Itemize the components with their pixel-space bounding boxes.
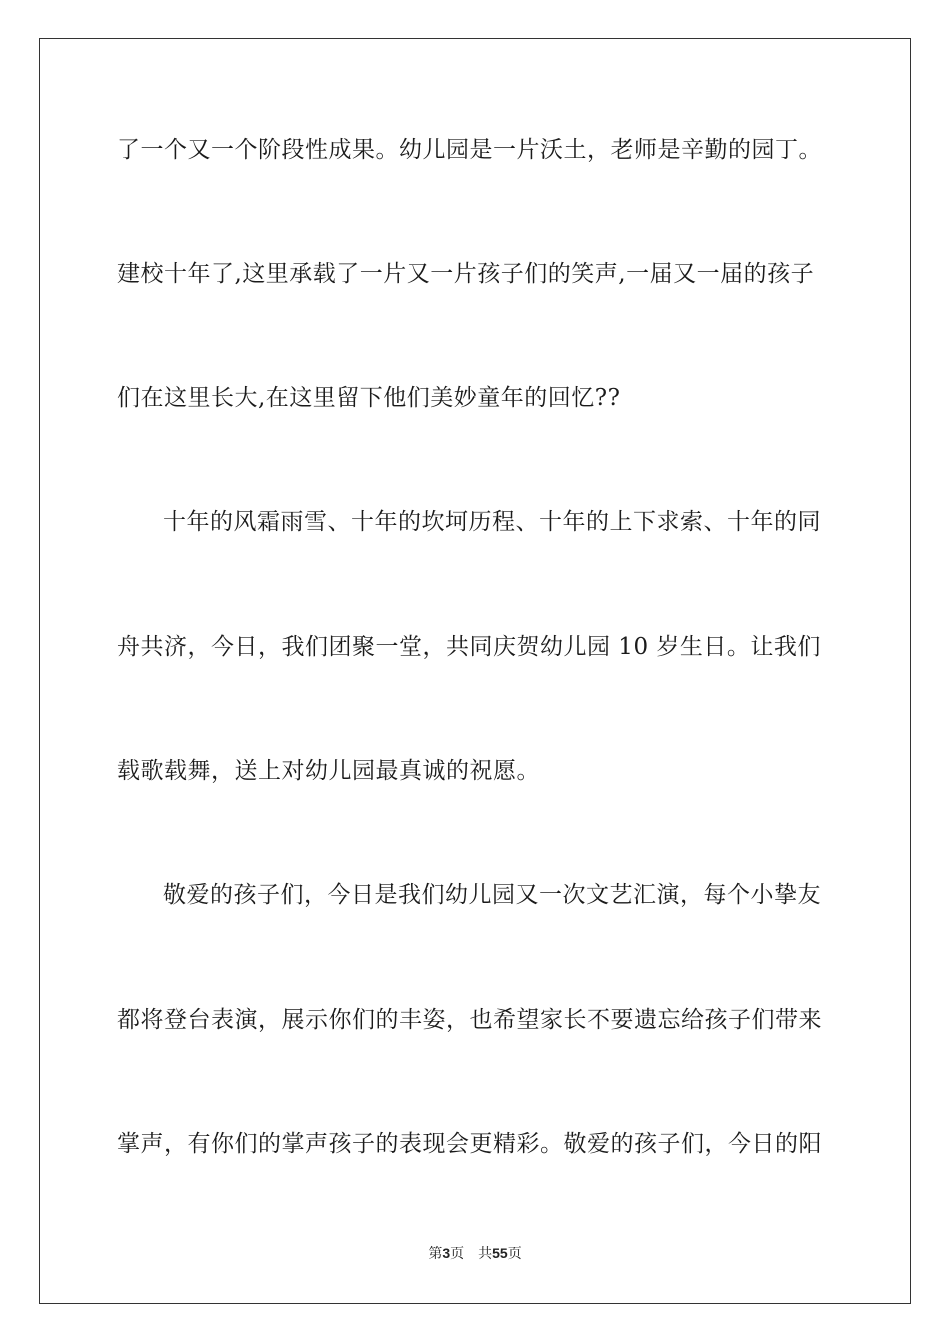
paragraph-line-9: 掌声，有你们的掌声孩子的表现会更精彩。敬爱的孩子们，今日的阳 <box>117 1131 822 1157</box>
total-suffix: 页 <box>507 1246 522 1262</box>
total-prefix: 共 <box>478 1246 493 1262</box>
paragraph-line-2: 建校十年了,这里承载了一片又一片孩子们的笑声,一届又一届的孩子 <box>117 261 815 287</box>
paragraph-line-6: 载歌载舞，送上对幼儿园最真诚的祝愿。 <box>117 758 540 784</box>
paragraph-line-4: 十年的风霜雨雪、十年的坎坷历程、十年的上下求索、十年的同 <box>163 509 821 535</box>
page-number: 3 <box>442 1245 451 1261</box>
page-prefix: 第 <box>428 1246 443 1262</box>
paragraph-line-8: 都将登台表演，展示你们的丰姿，也希望家长不要遗忘给孩子们带来 <box>117 1007 822 1033</box>
page-border <box>39 38 911 1304</box>
page-suffix: 页 <box>450 1246 465 1262</box>
paragraph-line-5: 舟共济，今日，我们团聚一堂，共同庆贺幼儿园 10 岁生日。让我们 <box>117 634 821 660</box>
total-pages: 55 <box>492 1245 508 1261</box>
paragraph-line-3: 们在这里长大,在这里留下他们美妙童年的回忆?? <box>117 385 621 411</box>
paragraph-line-7: 敬爱的孩子们，今日是我们幼儿园又一次文艺汇演，每个小挚友 <box>163 882 821 908</box>
page-footer <box>0 1244 950 1263</box>
paragraph-line-1: 了一个又一个阶段性成果。幼儿园是一片沃土，老师是辛勤的园丁。 <box>117 137 822 163</box>
